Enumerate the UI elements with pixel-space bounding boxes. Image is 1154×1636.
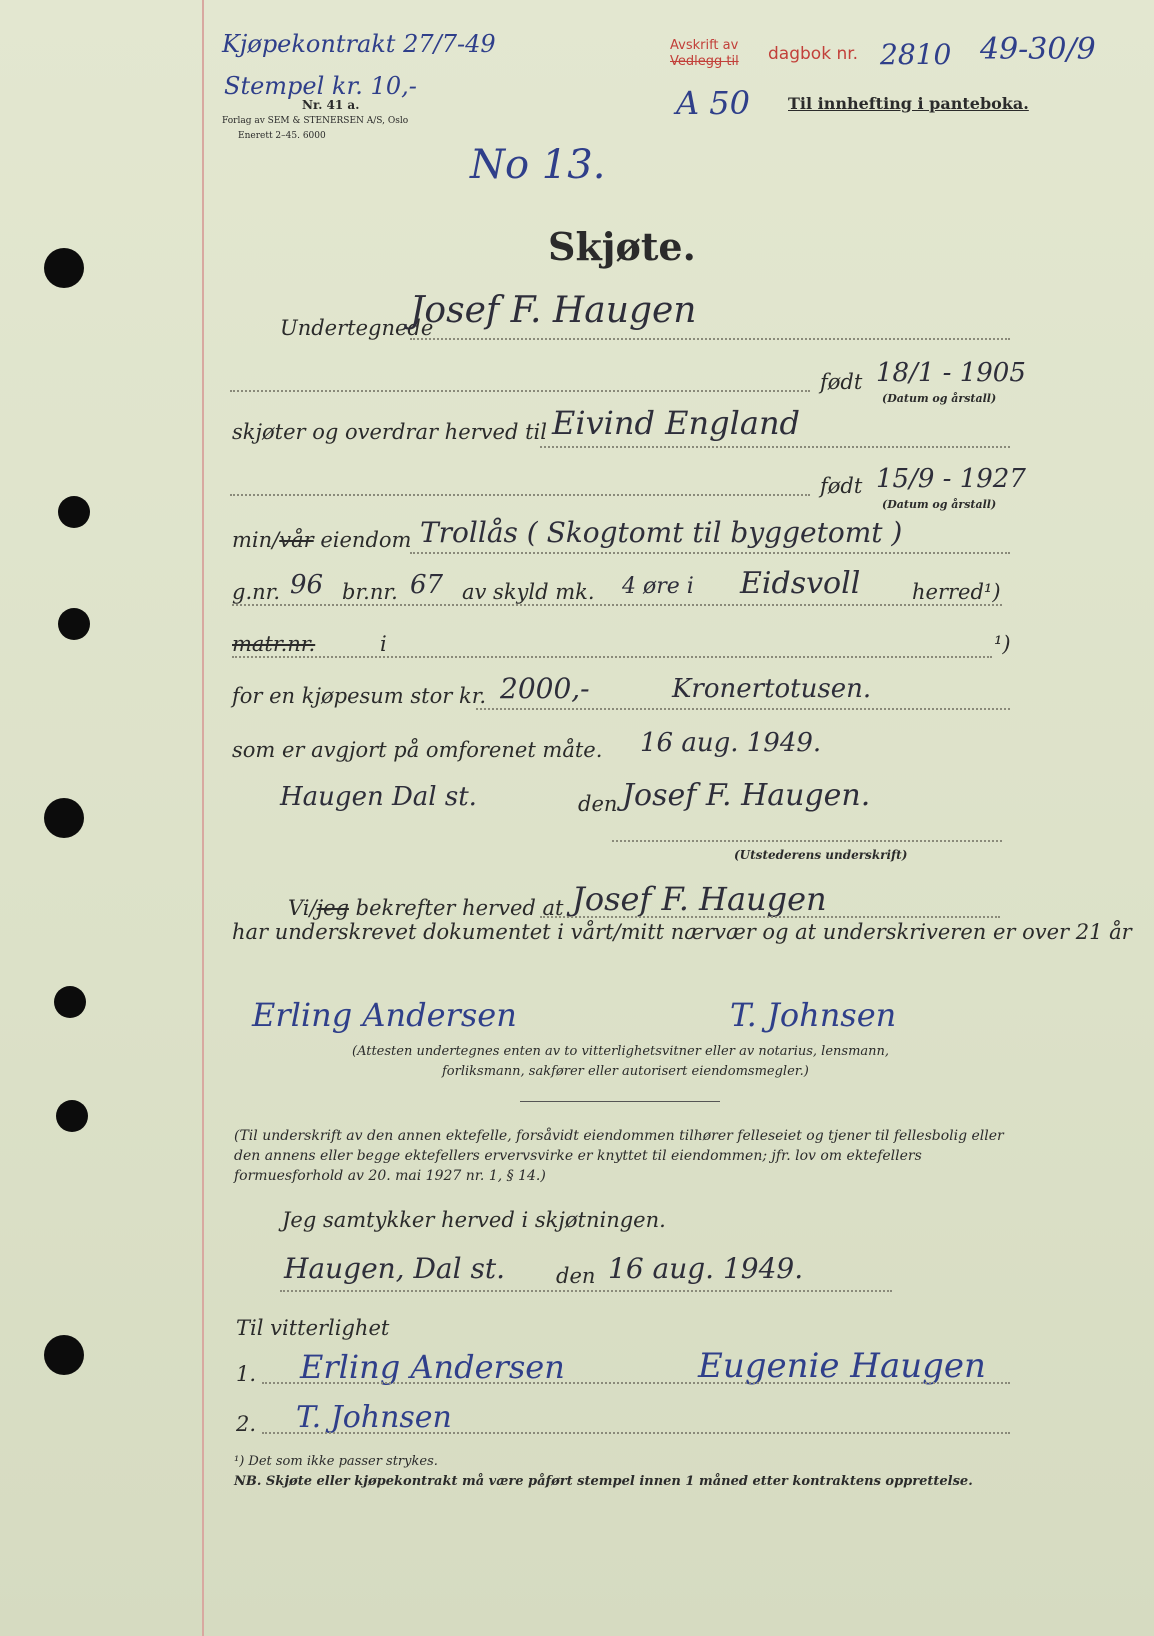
buyer-born-caption: (Datum og årstall) bbox=[882, 498, 997, 511]
stamp-line-avskrift: Avskrift av bbox=[670, 38, 739, 53]
attestation-text-2: har underskrevet dokumentet i vårt/mitt nærvær og at underskriveren er over 21 år bbox=[232, 920, 1132, 944]
stamp-dagbok-label: dagbok nr. bbox=[768, 44, 859, 64]
attestation-witness-1: Erling Andersen bbox=[252, 996, 517, 1034]
consent-date: 16 aug. 1949. bbox=[608, 1252, 804, 1285]
spouse-note: (Til underskrift av den annen ektefelle, forsåvidt eiendommen tilhører felleseiet og tjener til fellesbolig eller den annens eller begge ektefellers ervervsvirke er knyttet til eiendommen; jfr. lov om ektefellers formuesforhold av 20. mai 1927 nr. 1, § 14.) bbox=[234, 1128, 1004, 1184]
seller-born-date: 18/1 - 1905 bbox=[876, 358, 1026, 388]
stamp-avskrift bbox=[670, 38, 739, 70]
witness-line-1-number: 1. bbox=[236, 1362, 257, 1386]
publisher: Forlag av SEM & STENERSEN A/S, Oslo bbox=[222, 116, 409, 126]
binder-hole bbox=[44, 798, 84, 838]
skyld-value: 4 øre i bbox=[622, 574, 694, 599]
binder-hole bbox=[54, 986, 86, 1018]
signing-den-label: den bbox=[578, 792, 618, 816]
consent-witness-1: Erling Andersen bbox=[300, 1348, 565, 1386]
seller-line bbox=[410, 338, 1010, 340]
settlement-date: 16 aug. 1949. bbox=[640, 728, 822, 758]
margin-line bbox=[202, 0, 204, 1636]
signing-place: Haugen Dal st. bbox=[280, 782, 477, 812]
stamp-purpose: Til innhefting i panteboka. bbox=[788, 94, 1029, 113]
gnr-label: g.nr. bbox=[232, 580, 281, 604]
issuer-signature-caption: (Utstederens underskrift) bbox=[734, 848, 908, 862]
matr-footnote: ¹) bbox=[994, 632, 1011, 656]
buyer-name: Eivind England bbox=[552, 404, 801, 442]
herred-name: Eidsvoll bbox=[740, 566, 861, 601]
seller-name: Josef F. Haugen bbox=[410, 290, 697, 331]
matr-i: i bbox=[380, 632, 387, 656]
gnr-line bbox=[232, 604, 1002, 606]
footnote-2: NB. Skjøte eller kjøpekontrakt må være påført stempel innen 1 måned etter kontraktens opprettelse. bbox=[234, 1474, 973, 1489]
attestation-witness-2: T. Johnsen bbox=[730, 996, 897, 1034]
property-label bbox=[232, 528, 411, 552]
signing-line bbox=[612, 840, 1002, 842]
handwritten-note-contract: Kjøpekontrakt 27/7-49 bbox=[222, 30, 496, 58]
consent-text: Jeg samtykker herved i skjøtningen. bbox=[282, 1208, 666, 1232]
attestation-text: bekrefter herved at bbox=[355, 896, 564, 920]
buyer-born-line bbox=[230, 494, 810, 496]
buyer-line bbox=[540, 446, 1010, 448]
form-number: Nr. 41 a. bbox=[302, 98, 360, 112]
brnr-label: br.nr. bbox=[342, 580, 398, 604]
seller-born-caption: (Datum og årstall) bbox=[882, 392, 997, 405]
publisher-code: Enerett 2–45. 6000 bbox=[238, 131, 326, 141]
handwritten-note-stamp: Stempel kr. 10,- bbox=[224, 72, 417, 100]
attestation-caption-2: forliksmann, sakfører eller autorisert eiendomsmegler.) bbox=[442, 1064, 809, 1079]
price-amount: 2000,- bbox=[500, 672, 590, 705]
seller-born-line bbox=[230, 390, 810, 392]
buyer-born-label: født bbox=[820, 474, 863, 498]
property-line bbox=[410, 552, 1010, 554]
skyld-label: av skyld mk. bbox=[462, 580, 595, 604]
binder-hole bbox=[44, 1335, 84, 1375]
binder-hole bbox=[56, 1100, 88, 1132]
divider bbox=[520, 1101, 720, 1102]
settlement-label: som er avgjort på omforenet måte. bbox=[232, 738, 603, 762]
price-words: Kronertotusen. bbox=[672, 674, 872, 704]
gnr-value: 96 bbox=[290, 570, 324, 600]
footnote-1: ¹) Det som ikke passer strykes. bbox=[234, 1454, 438, 1469]
price-line bbox=[476, 708, 1010, 710]
seller-born-label: født bbox=[820, 370, 863, 394]
attestation-jeg: jeg bbox=[316, 896, 349, 920]
binder-hole bbox=[44, 248, 84, 288]
seller-label: Undertegnede bbox=[280, 316, 434, 340]
price-label: for en kjøpesum stor kr. bbox=[232, 684, 487, 708]
issuer-signature: Josef F. Haugen. bbox=[622, 778, 871, 813]
stamp-date: 49-30/9 bbox=[980, 32, 1096, 67]
stamp-line-vedlegg: Vedlegg til bbox=[670, 54, 739, 69]
stamp-dagbok-number: 2810 bbox=[880, 38, 952, 71]
buyer-born-date: 15/9 - 1927 bbox=[876, 464, 1026, 494]
document-title: Skjøte. bbox=[548, 224, 696, 269]
consent-witness-2: T. Johnsen bbox=[296, 1400, 452, 1435]
handwritten-number: No 13. bbox=[470, 142, 606, 188]
consent-spouse-signature: Eugenie Haugen bbox=[698, 1346, 986, 1386]
consent-place: Haugen, Dal st. bbox=[284, 1252, 505, 1285]
witness-line-1 bbox=[262, 1382, 1010, 1384]
witness-line-2-number: 2. bbox=[236, 1412, 257, 1436]
witness-line-2 bbox=[262, 1432, 1010, 1434]
attestation-caption-1: (Attesten undertegnes enten av to vitterlighetsvitner eller av notarius, lensmann, bbox=[352, 1044, 890, 1059]
attestation-line bbox=[540, 916, 1000, 918]
matr-line bbox=[232, 656, 992, 658]
buyer-label: skjøter og overdrar herved til bbox=[232, 420, 547, 444]
binder-hole bbox=[58, 608, 90, 640]
brnr-value: 67 bbox=[410, 570, 444, 600]
property-name: Trollås ( Skogtomt til byggetomt ) bbox=[420, 516, 903, 549]
property-label-var: vår bbox=[279, 528, 314, 552]
binder-hole bbox=[58, 496, 90, 528]
consent-den-label: den bbox=[556, 1264, 596, 1288]
property-label-eiendom: eiendom bbox=[320, 528, 412, 552]
attestation-vi: Vi/ bbox=[288, 896, 317, 920]
herred-label: herred¹) bbox=[912, 580, 1001, 604]
consent-line bbox=[280, 1290, 892, 1292]
vitterlighet-label: Til vitterlighet bbox=[236, 1316, 390, 1340]
matr-label: matr.nr. bbox=[232, 632, 316, 656]
attestation-name: Josef F. Haugen bbox=[572, 880, 827, 918]
stamp-reference: A 50 bbox=[676, 84, 750, 122]
property-label-min: min/ bbox=[232, 528, 280, 552]
attestation-intro bbox=[288, 896, 563, 920]
